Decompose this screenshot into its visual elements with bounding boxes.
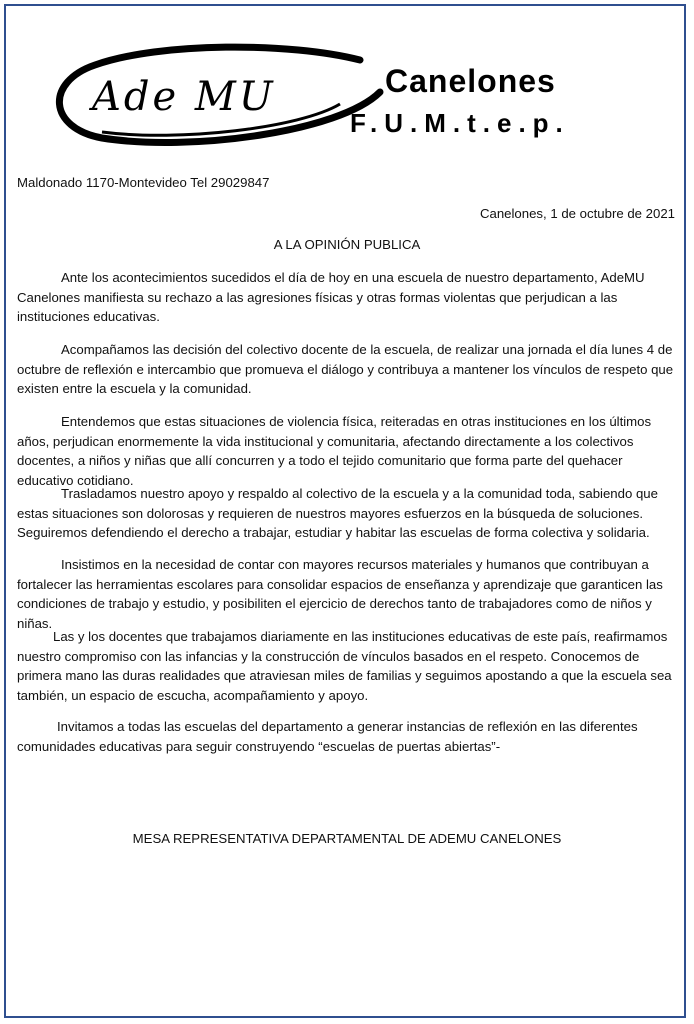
- logo-fumtep-text: F.U.M.t.e.p.: [350, 108, 570, 138]
- letter-date: Canelones, 1 de octubre de 2021: [479, 206, 675, 221]
- paragraph-5: Insistimos en la necesidad de contar con mayores recursos materiales y humanos que contribuyan a fortalecer las herramientas escolares para consolidar espacios de enseñanza y aprendizaje que garanticen las condiciones de trabajo y estudio, y posibiliten el ejercicio de derechos tanto de trabajadores como de niños y niñas.: [17, 557, 663, 631]
- ademu-logo: [40, 20, 670, 170]
- signature: MESA REPRESENTATIVA DEPARTAMENTAL DE ADEMU CANELONES: [132, 831, 562, 846]
- paragraph-6: Las y los docentes que trabajamos diariamente en las instituciones educativas de este país, reafirmamos nuestro compromiso con las infancias y la construcción de vínculos basados en el respeto. Conocemos de primera mano las duras realidades que atraviesan miles de familias y seguimos apostando a que la escuela sea también, un espacio de escucha, acompañamiento y apoyo.: [17, 629, 672, 703]
- paragraph-1: Ante los acontecimientos sucedidos el día de hoy en una escuela de nuestro departamento, AdeMU Canelones manifiesta su rechazo a las agresiones físicas y otras formas violentas que perjudican a las instituciones educativas.: [17, 270, 645, 324]
- letter-heading: A LA OPINIÓN PUBLICA: [273, 237, 421, 252]
- paragraph-7: Invitamos a todas las escuelas del departamento a generar instancias de reflexión en las diferentes comunidades educativas para seguir construyendo “escuelas de puertas abiertas”-: [17, 719, 638, 754]
- paragraph-3: Entendemos que estas situaciones de violencia física, reiteradas en otras instituciones en los últimos años, perjudican enormemente la vida institucional y comunitaria, afectando directamente a los colectivos docentes, a niños y niñas que allí concurren y a todo el tejido comunitario que forma parte del quehacer educativo cotidiano.: [17, 414, 652, 488]
- address-line: Maldonado 1170-Montevideo Tel 29029847: [17, 175, 270, 190]
- ademu-logo-graphic: [40, 20, 670, 170]
- paragraph-2: Acompañamos las decisión del colectivo docente de la escuela, de realizar una jornada el día lunes 4 de octubre de reflexión e intercambio que promueva el diálogo y contribuya a mantener los vínculos de respeto que existen entre la escuela y la comunidad.: [17, 342, 674, 396]
- paragraph-4: Trasladamos nuestro apoyo y respaldo al colectivo de la escuela y a la comunidad toda, sabiendo que estas situaciones son dolorosas y requieren de nuestros mayores esfuerzos en la búsqueda de soluciones. Seguiremos defendiendo el derecho a trabajar, estudiar y habitar las escuelas de forma colectiva y solidaria.: [17, 486, 658, 540]
- logo-script-text: Ade MU: [92, 74, 276, 120]
- logo-canelones-text: Canelones: [385, 63, 556, 99]
